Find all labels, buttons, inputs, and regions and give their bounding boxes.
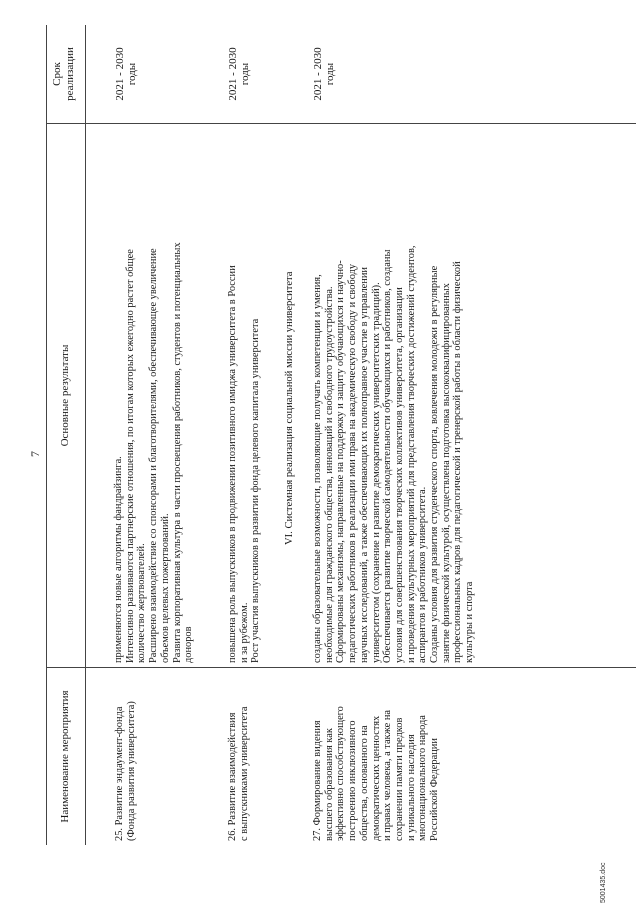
row-27-results: созданы образовательные возможности, позволяющие получать компетенции и умения, необходимые для гражданского общества, инноваций и свободного трудоустройства. Сформированы механизмы, направленные на поддержку и защиту обучающихся и научно- педагогических работников в реализации ими права на академическую свободу и свободу научных исследований, а также обеспечивающих их полноправное участие в управлении университетом (сохранение и развитие демократических университетских традиций). Обеспечивается развитие творческой самодеятельности обучающихся и работников, созданы условия для совершенствования творческих коллективов университета, организации и проведения культурных мероприятий для представления творческих достижений студентов, аспирантов и работников университета. Созданы условия для развития студенческого спорта, вовлечения молодежи в регулярные занятие физической культурой, осуществлена подготовка высококвалифицированных профессиональных кадров для педагогической и тренерской работы в области физической культуры и спорта bbox=[312, 245, 476, 663]
row-25-term: 2021 - 2030 годы bbox=[114, 47, 138, 101]
row-25-results: применяются новые алгоритмы фандрайзинга. Интенсивно развиваются партнерские отношения, по итогам которых ежегодно растет общее количество жертвователей. Расширено взаимодействие со спонсорами и благотворителями, обеспечивающее увеличение объемов целевых пожертвований. Развита корпоративная культура в части просвещения работников, студентов и потенциальных доноров bbox=[113, 242, 195, 663]
column-divider-2 bbox=[46, 123, 636, 124]
row-26-name: 26. Развитие взаимодействия с выпускниками университета bbox=[227, 706, 250, 841]
header-term-line2: реализации bbox=[64, 47, 76, 101]
row-27-term: 2021 - 2030 годы bbox=[312, 47, 336, 101]
header-results: Основные результаты bbox=[59, 344, 71, 447]
section-title: VI. Системная реализация социальной миссии университета bbox=[284, 271, 295, 545]
header-term-line1: Срок bbox=[51, 62, 63, 86]
header-name: Наименование мероприятия bbox=[59, 690, 71, 823]
row-26-term: 2021 - 2030 годы bbox=[227, 47, 251, 101]
footer-code: 5001435.doc bbox=[600, 862, 607, 903]
row-25-name: 25. Развитие эндаумент-фонда (Фонда развития университета) bbox=[114, 701, 137, 841]
row-27-name: 27. Формирование видения высшего образования как эффективно способствующего построению инклюзивного общества, основанного на демократических ценностях и правах человека, а также на сохранении памяти предков и уникального наследия многонационального народа Российской Федерации bbox=[312, 706, 441, 841]
column-divider-1 bbox=[46, 667, 636, 668]
table-header-rule bbox=[85, 25, 86, 845]
row-26-results: повышена роль выпускников в продвижении позитивного имиджа университета в России и за рубежом. Рост участия выпускников в развитии фонда целевого капитала университета bbox=[227, 265, 262, 663]
page-number: 7 bbox=[28, 451, 42, 457]
table-top-rule bbox=[46, 25, 47, 845]
